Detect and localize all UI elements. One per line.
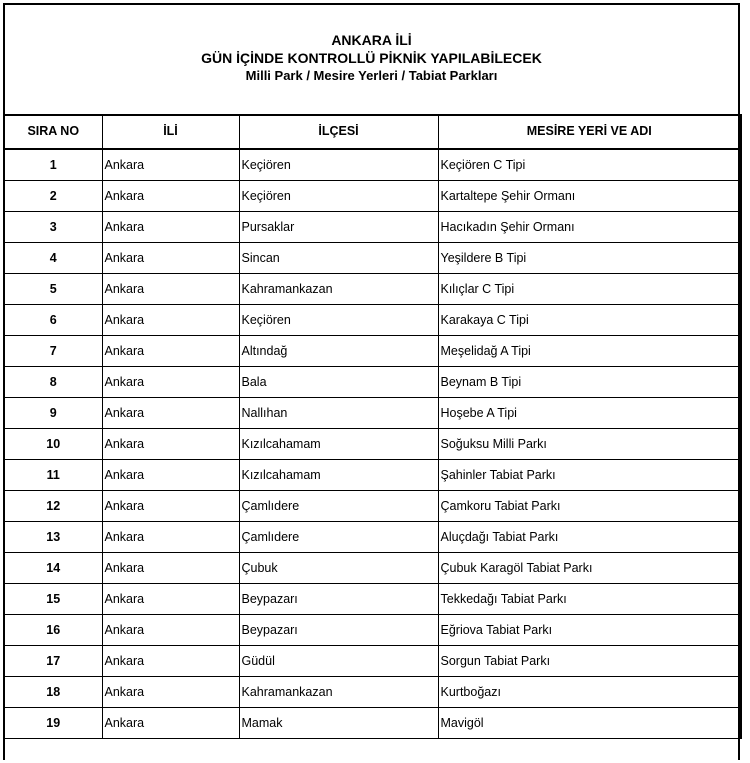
cell-il: Ankara xyxy=(102,336,239,367)
cell-ilce: Beypazarı xyxy=(239,615,438,646)
cell-sira-no: 8 xyxy=(4,367,102,398)
cell-sira-no: 11 xyxy=(4,460,102,491)
cell-mesire-yeri: Çubuk Karagöl Tabiat Parkı xyxy=(438,553,741,584)
cell-sira-no: 14 xyxy=(4,553,102,584)
page-title: ANKARA İLİ xyxy=(331,32,412,48)
cell-il: Ankara xyxy=(102,274,239,305)
cell-mesire-yeri: Hacıkadın Şehir Ormanı xyxy=(438,212,741,243)
table-row xyxy=(4,149,741,181)
table-row xyxy=(4,553,741,584)
cell-mesire-yeri: Aluçdağı Tabiat Parkı xyxy=(438,522,741,553)
cell-sira-no: 3 xyxy=(4,212,102,243)
cell-il: Ankara xyxy=(102,398,239,429)
cell-mesire-yeri: Eğriova Tabiat Parkı xyxy=(438,615,741,646)
cell-ilce: Güdül xyxy=(239,646,438,677)
column-header-sira-no: SIRA NO xyxy=(4,114,102,149)
table-row xyxy=(4,181,741,212)
column-header-ilce: İLÇESİ xyxy=(239,114,438,149)
cell-sira-no: 7 xyxy=(4,336,102,367)
cell-sira-no: 2 xyxy=(4,181,102,212)
cell-il: Ankara xyxy=(102,305,239,336)
cell-il: Ankara xyxy=(102,615,239,646)
cell-il: Ankara xyxy=(102,243,239,274)
cell-il: Ankara xyxy=(102,181,239,212)
cell-il: Ankara xyxy=(102,367,239,398)
cell-mesire-yeri: Kılıçlar C Tipi xyxy=(438,274,741,305)
page-subtitle: GÜN İÇİNDE KONTROLLÜ PİKNİK YAPILABİLECEK xyxy=(201,50,542,66)
cell-sira-no: 1 xyxy=(4,149,102,181)
cell-ilce: Çamlıdere xyxy=(239,491,438,522)
table-row xyxy=(4,646,741,677)
table-row xyxy=(4,367,741,398)
cell-il: Ankara xyxy=(102,491,239,522)
cell-mesire-yeri: Çamkoru Tabiat Parkı xyxy=(438,491,741,522)
table-row xyxy=(4,460,741,491)
cell-mesire-yeri: Kartaltepe Şehir Ormanı xyxy=(438,181,741,212)
cell-ilce: Mamak xyxy=(239,708,438,739)
cell-mesire-yeri: Tekkedağı Tabiat Parkı xyxy=(438,584,741,615)
table-row xyxy=(4,398,741,429)
cell-mesire-yeri: Yeşildere B Tipi xyxy=(438,243,741,274)
table-row xyxy=(4,615,741,646)
cell-ilce: Çubuk xyxy=(239,553,438,584)
cell-ilce: Keçiören xyxy=(239,181,438,212)
cell-ilce: Kızılcahamam xyxy=(239,429,438,460)
cell-ilce: Altındağ xyxy=(239,336,438,367)
cell-sira-no: 18 xyxy=(4,677,102,708)
cell-mesire-yeri: Mavigöl xyxy=(438,708,741,739)
cell-sira-no: 17 xyxy=(4,646,102,677)
table-row xyxy=(4,212,741,243)
column-header-il: İLİ xyxy=(102,114,239,149)
table-row xyxy=(4,274,741,305)
cell-il: Ankara xyxy=(102,149,239,181)
cell-il: Ankara xyxy=(102,212,239,243)
cell-il: Ankara xyxy=(102,553,239,584)
table-row xyxy=(4,584,741,615)
cell-il: Ankara xyxy=(102,584,239,615)
cell-sira-no: 10 xyxy=(4,429,102,460)
cell-sira-no: 12 xyxy=(4,491,102,522)
cell-mesire-yeri: Kurtboğazı xyxy=(438,677,741,708)
cell-sira-no: 4 xyxy=(4,243,102,274)
table-header-row xyxy=(4,114,741,149)
cell-mesire-yeri: Hoşebe A Tipi xyxy=(438,398,741,429)
cell-mesire-yeri: Meşelidağ A Tipi xyxy=(438,336,741,367)
cell-mesire-yeri: Şahinler Tabiat Parkı xyxy=(438,460,741,491)
table-row xyxy=(4,243,741,274)
picnic-areas-table xyxy=(3,114,742,739)
cell-sira-no: 6 xyxy=(4,305,102,336)
cell-ilce: Kahramankazan xyxy=(239,677,438,708)
cell-ilce: Çamlıdere xyxy=(239,522,438,553)
document-header xyxy=(5,5,738,116)
cell-ilce: Keçiören xyxy=(239,305,438,336)
cell-ilce: Pursaklar xyxy=(239,212,438,243)
table-row xyxy=(4,708,741,739)
column-header-mesire-yeri: MESİRE YERİ VE ADI xyxy=(438,114,741,149)
cell-ilce: Keçiören xyxy=(239,149,438,181)
table-row xyxy=(4,522,741,553)
cell-mesire-yeri: Keçiören C Tipi xyxy=(438,149,741,181)
cell-ilce: Bala xyxy=(239,367,438,398)
cell-sira-no: 16 xyxy=(4,615,102,646)
cell-sira-no: 13 xyxy=(4,522,102,553)
cell-mesire-yeri: Beynam B Tipi xyxy=(438,367,741,398)
cell-ilce: Kızılcahamam xyxy=(239,460,438,491)
table-row xyxy=(4,305,741,336)
cell-il: Ankara xyxy=(102,522,239,553)
table-row xyxy=(4,677,741,708)
cell-sira-no: 15 xyxy=(4,584,102,615)
table-row xyxy=(4,336,741,367)
cell-sira-no: 5 xyxy=(4,274,102,305)
cell-mesire-yeri: Sorgun Tabiat Parkı xyxy=(438,646,741,677)
cell-ilce: Sincan xyxy=(239,243,438,274)
cell-il: Ankara xyxy=(102,646,239,677)
cell-ilce: Beypazarı xyxy=(239,584,438,615)
table-row xyxy=(4,491,741,522)
cell-mesire-yeri: Karakaya C Tipi xyxy=(438,305,741,336)
cell-il: Ankara xyxy=(102,429,239,460)
cell-ilce: Kahramankazan xyxy=(239,274,438,305)
cell-il: Ankara xyxy=(102,677,239,708)
page-subtitle-2: Milli Park / Mesire Yerleri / Tabiat Parkları xyxy=(245,68,498,83)
cell-sira-no: 19 xyxy=(4,708,102,739)
table-row xyxy=(4,429,741,460)
cell-sira-no: 9 xyxy=(4,398,102,429)
cell-mesire-yeri: Soğuksu Milli Parkı xyxy=(438,429,741,460)
cell-il: Ankara xyxy=(102,708,239,739)
document-sheet xyxy=(3,3,740,760)
cell-il: Ankara xyxy=(102,460,239,491)
cell-ilce: Nallıhan xyxy=(239,398,438,429)
